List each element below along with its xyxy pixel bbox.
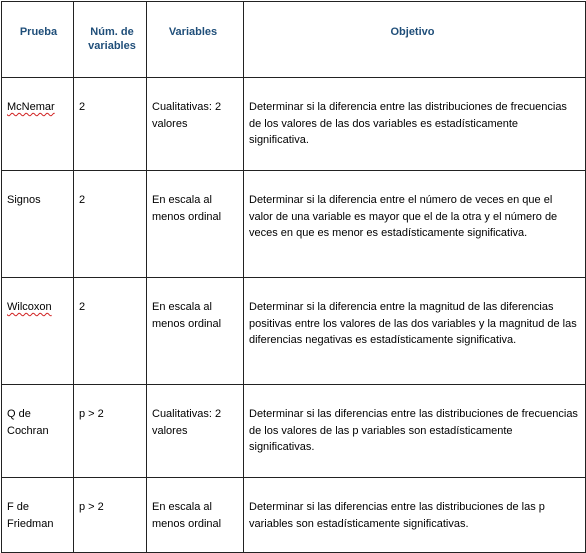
cell-variables: Cualitativas: 2 valores (147, 78, 244, 171)
table-row (2, 478, 586, 553)
cell-num-variables: p > 2 (74, 385, 147, 478)
table-row (2, 385, 586, 478)
cell-objetivo: Determinar si la diferencia entre el número de veces en que el valor de una variable es mayor que el de la otra y el número de veces en que es menor es estadísticamente significativa. (244, 171, 586, 278)
test-name: Wilcoxon (7, 301, 52, 313)
cell-prueba (2, 278, 74, 385)
header-variables: Variables (147, 2, 244, 78)
cell-num-variables: 2 (74, 171, 147, 278)
cell-variables: En escala al menos ordinal (147, 278, 244, 385)
header-num-variables: Núm. de variables (74, 2, 147, 78)
header-prueba: Prueba (2, 2, 74, 78)
cell-prueba (2, 78, 74, 171)
cell-num-variables: p > 2 (74, 478, 147, 553)
test-name: Q de Cochran (7, 408, 49, 437)
table-row (2, 278, 586, 385)
cell-variables: Cualitativas: 2 valores (147, 385, 244, 478)
cell-num-variables: 2 (74, 78, 147, 171)
cell-variables: En escala al menos ordinal (147, 478, 244, 553)
header-objetivo: Objetivo (244, 2, 586, 78)
cell-objetivo: Determinar si la diferencia entre la magnitud de las diferencias positivas entre los valores de las dos variables y la magnitud de las diferencias negativas es estadísticamente significativa. (244, 278, 586, 385)
cell-objetivo: Determinar si las diferencias entre las distribuciones de frecuencias de los valores de las p variables son estadísticamente significativas. (244, 385, 586, 478)
cell-prueba (2, 478, 74, 553)
table-row (2, 78, 586, 171)
cell-prueba (2, 171, 74, 278)
cell-objetivo: Determinar si la diferencia entre las distribuciones de frecuencias de los valores de las dos variables es estadísticamente significativa. (244, 78, 586, 171)
cell-objetivo: Determinar si las diferencias entre las distribuciones de las p variables son estadísticamente significativas. (244, 478, 586, 553)
statistical-tests-table (1, 1, 586, 553)
test-name: Signos (7, 194, 41, 206)
cell-prueba (2, 385, 74, 478)
test-name: F de Friedman (7, 501, 54, 530)
table-row (2, 171, 586, 278)
cell-num-variables: 2 (74, 278, 147, 385)
cell-variables: En escala al menos ordinal (147, 171, 244, 278)
test-name: McNemar (7, 101, 55, 113)
table-header-row (2, 2, 586, 78)
